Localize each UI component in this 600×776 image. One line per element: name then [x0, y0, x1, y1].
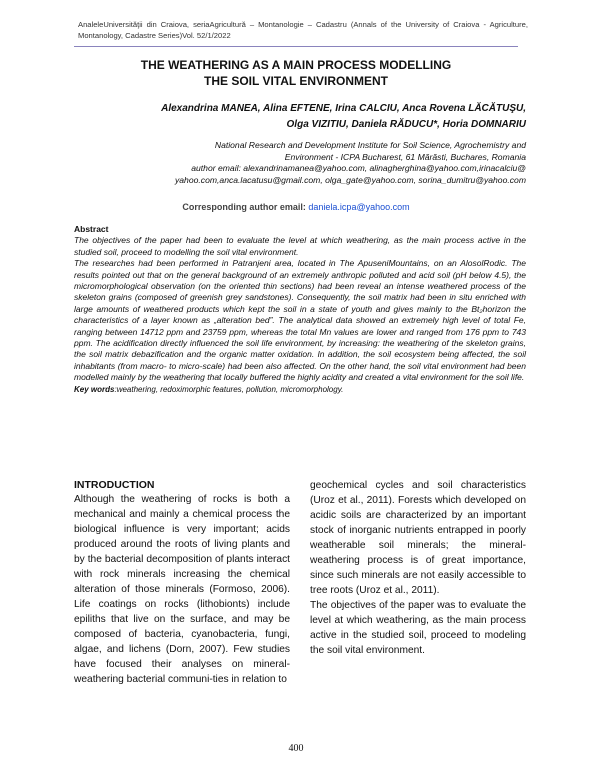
- introduction-right-text-2: The objectives of the paper was to evaluate the level at which weathering, as the main process active in the studied soil, proceed to modeling the soil vital environment.: [310, 600, 526, 656]
- affiliation-line-4: yahoo.com,anca.lacatusu@gmail.com, olga_gate@yahoo.com, sorina_dumitru@yahoo.com: [174, 174, 526, 185]
- author-list: [74, 101, 526, 133]
- page-number: 400: [288, 743, 304, 754]
- title-line-2: THE SOIL VITAL ENVIRONMENT: [203, 74, 388, 88]
- introduction-heading: INTRODUCTION: [74, 479, 155, 491]
- abstract-section: [74, 224, 526, 395]
- affiliation-line-1: National Research and Development Institute for Soil Science, Agrochemistry and: [214, 140, 526, 150]
- affiliation-line-2: Environment - ICPA Bucharest, 61 Mărăsti, Buchares, Romania: [284, 151, 526, 162]
- header-divider: [74, 46, 518, 47]
- introduction-left-text: Although the weathering of rocks is both a mechanical and mainly a chemical process the biological influence is very important; acids produced around the roots of living plants and by the bacterial decomposition of plants interact with rock minerals increasing the chemical alteration of those minerals (Formoso, 2006). Life coatings on rocks (lithobionts) include epiliths that live on the surface, and may be composed of bacteria, cyanobacteria, fungi, algae, and lichens (Dorn, 2007). Few studies have focused their analyses on mineral-weathering bacterial communi-ties in relation to: [74, 494, 290, 685]
- title-line-1: THE WEATHERING AS A MAIN PROCESS MODELLING: [140, 58, 452, 72]
- corresponding-label: Corresponding author email:: [182, 202, 306, 212]
- authors-line-2: Olga VIZITIU, Daniela RĂDUCU*, Horia DOMNARIU: [286, 119, 526, 130]
- abstract-paragraph-1: The objectives of the paper had been to evaluate the level at which weathering, as the main process active in the studied soil, proceed to modelling the soil vital environment.: [74, 235, 526, 257]
- affiliation: [90, 140, 526, 186]
- introduction-right-column: [310, 478, 526, 658]
- paper-title: [74, 57, 518, 89]
- introduction-right-text-1: geochemical cycles and soil characteristics (Uroz et al., 2011). Forests which developed on acidic soils are characterized by an important stock of inorganic nutrients entrapped in poorly weatherable soil minerals; the mineral-weathering process is of great importance, since such minerals are not easily accessible to tree roots (Uroz et al., 2011).: [310, 480, 526, 596]
- abstract-paragraph-2: The researches had been performed in Patranjeni area, located in The ApuseniMountains, on an AlosolRodic. The results pointed out that on the general background of an extremely anthropic polluted and acid soil (pH below 4.5), the micromorphological observation (on the oriented thin sections) had been reveal an intense weathered process of the skeleton grains (composed of greenish grey sandstones). Consequently, the soil matrix had been in situ enriched with large amounts of weathered products which kept the soil in a state of youth and gives mainly to the Bt₂horizon the characteristics of a layer known as „alteration bed”. The analytical data showed an extremely high level of total Fe, ranging between 14712 ppm and 23759 ppm, whereas the total Mn values are lower and ranged from 176 ppm to 743 ppm. The acidification directly influenced the soil life environment, by increasing: the weathering of the skeleton grains, the soil matrix debazification and the organic matter oxidation. In addition, the soil ecosystem being affected, the soil inhabitants (from macro- to micro-scale) had been also affected. On the other hand, the soil vital environment had been modelled mainly by the weathering that locally buffered the highly acidity and created a vital environment for the soil life.: [74, 258, 526, 383]
- keywords: [74, 384, 526, 395]
- introduction-left-column: [74, 478, 290, 687]
- keywords-label: Key words: [74, 384, 115, 394]
- corresponding-author: [74, 201, 518, 213]
- authors-line-1: Alexandrina MANEA, Alina EFTENE, Irina CALCIU, Anca Rovena LĂCĂTUŞU,: [161, 103, 526, 114]
- journal-header: AnaleleUniversităţii din Craiova, seriaAgricultură – Montanologie – Cadastru (Annals of the University of Craiova - Agriculture, Montanology, Cadastre Series)Vol. 52/1/2022: [78, 20, 528, 40]
- corresponding-email-link[interactable]: daniela.icpa@yahoo.com: [308, 202, 410, 212]
- keywords-text: :weathering, redoximorphic features, pollution, micromorphology.: [114, 384, 344, 394]
- abstract-heading: Abstract: [74, 224, 109, 234]
- affiliation-line-3: author email: alexandrinamanea@yahoo.com, alinagherghina@yahoo.com,irinacalciu@: [191, 163, 526, 173]
